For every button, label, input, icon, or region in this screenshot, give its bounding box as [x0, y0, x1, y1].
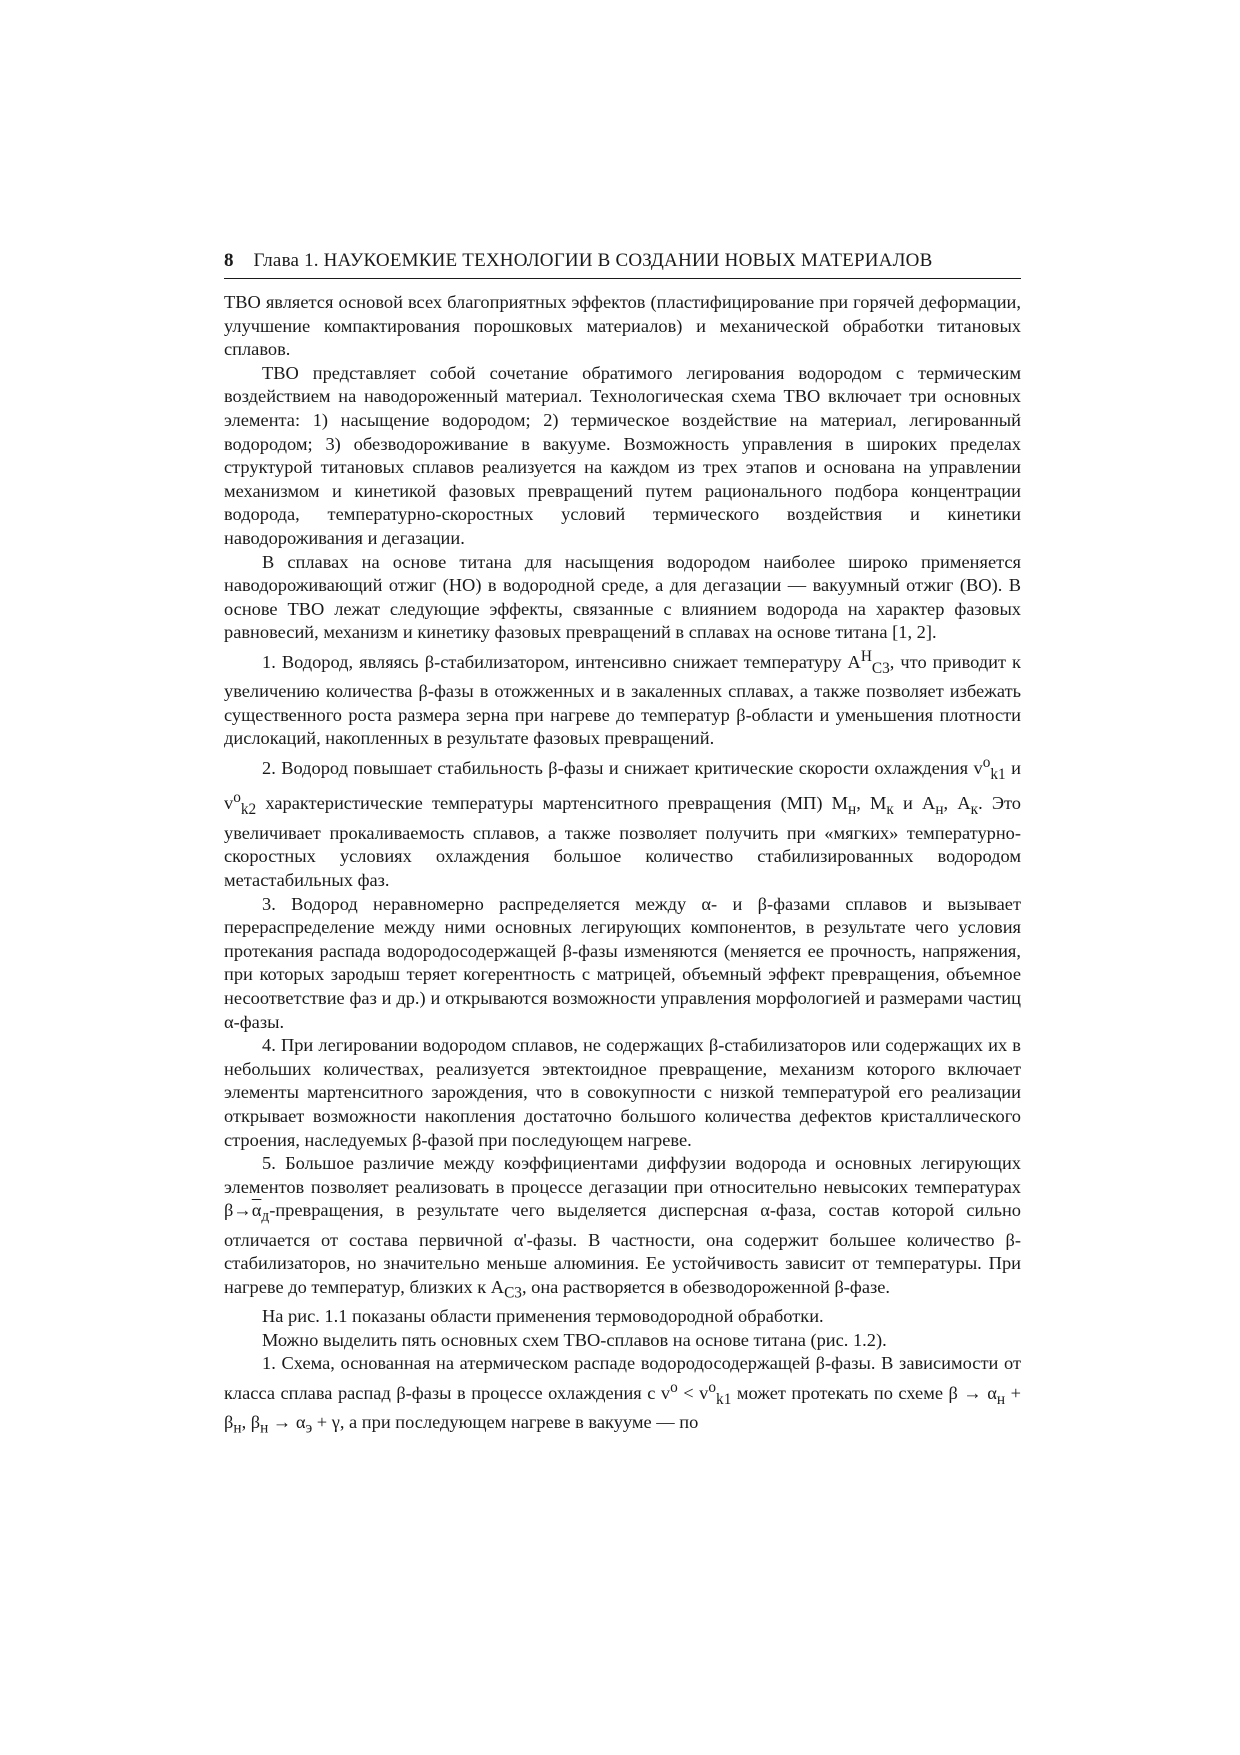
superscript: о — [982, 754, 991, 772]
paragraph — [224, 1352, 1021, 1440]
paragraph-text: + β — [224, 1382, 1021, 1433]
subscript: д — [261, 1208, 270, 1226]
paragraph — [224, 362, 1021, 551]
paragraph-text: , β — [241, 1412, 261, 1433]
paragraph-text: 4. При легировании водородом сплавов, не содержащих β-стабилизаторов или содержащих их в небольших количествах, реализуется эвтектоидное превращение, механизм которого включает элементы мартенситного зарождения, что в совокупности с низкой температурой его реализации открывает возможности накопления достаточно большого количества дефектов кристаллического строения, наследуемых β-фазой при последующем нагреве. — [224, 1035, 1021, 1150]
superscript: о — [708, 1378, 717, 1396]
subscript: э — [305, 1419, 313, 1437]
body-text — [224, 291, 1021, 1441]
subscript: k1 — [990, 765, 1006, 783]
subscript: н — [996, 1390, 1006, 1408]
paragraph — [224, 751, 1021, 893]
paragraph-text: + γ, а при последующем нагреве в вакууме — по — [312, 1412, 699, 1433]
page-number: 8 — [224, 250, 234, 271]
subscript: к — [970, 801, 979, 819]
subscript: к — [886, 801, 894, 819]
paragraph-text: На рис. 1.1 показаны области применения термоводородной обработки. — [262, 1306, 824, 1327]
paragraph-text: . Это увеличивает прокаливаемость сплавов, а также позволяет получить при «мягких» температурно-скоростных условиях охлаждения большое количество стабилизированных водородом метастабильных фаз. — [224, 793, 1021, 891]
paragraph-text: 3. Водород неравномерно распределяется между α- и β-фазами сплавов и вызывает перераспределение между ними основных легирующих компонентов, в результате чего условия протекания распада водородосодержащей β-фазы изменяются (меняется ее прочность, напряжения, при которых зародыш теряет когерентность с матрицей, объемный эффект превращения, объемное несоответствие фаз и др.) и открываются возможности управления морфологией и размерами частиц α-фазы. — [224, 893, 1021, 1032]
running-header — [224, 250, 1021, 279]
subscript: С3 — [871, 659, 890, 677]
subscript: н — [935, 801, 944, 819]
subscript: k2 — [240, 801, 257, 819]
paragraph — [224, 551, 1021, 645]
paragraph-text: и v — [224, 758, 1021, 814]
paragraph-text: характеристические температуры мартенситного превращения (МП) M — [256, 793, 849, 814]
overlined-symbol: $\overline{\alpha}$ — [251, 1200, 262, 1221]
paragraph-text: ТВО является основой всех благоприятных эффектов (пластифицирование при горячей деформации, улучшение компактирования порошковых материалов) и механической обработки титановых сплавов. — [224, 292, 1021, 360]
paragraph-text: 1. Схема, основанная на атермическом распаде водородосодержащей β-фазы. В зависимости от класса сплава распад β-фазы в процессе охлаждения с v — [224, 1353, 1021, 1403]
superscript: Н — [860, 647, 872, 665]
paragraph — [224, 1152, 1021, 1305]
superscript: о — [233, 789, 241, 807]
paragraph-text: может протекать по схеме β → α — [731, 1382, 997, 1403]
paragraph-text: 2. Водород повышает стабильность β-фазы и снижает критические скорости охлаждения v — [262, 758, 983, 779]
subscript: С3 — [504, 1284, 522, 1302]
paragraph — [224, 1305, 1021, 1329]
superscript: о — [670, 1378, 678, 1396]
paragraph-text: 1. Водород, являясь β-стабилизатором, интенсивно снижает температуру A — [262, 652, 861, 673]
paragraph — [224, 645, 1021, 751]
subscript: н — [260, 1419, 269, 1437]
paragraph-text: , M — [856, 793, 887, 814]
paragraph — [224, 291, 1021, 362]
paragraph-text: , A — [943, 793, 971, 814]
paragraph — [224, 1034, 1021, 1152]
subscript: н — [848, 801, 857, 819]
paragraph-text: < v — [677, 1382, 709, 1403]
subscript: k1 — [716, 1390, 732, 1408]
chapter-title: Глава 1. НАУКОЕМКИЕ ТЕХНОЛОГИИ В СОЗДАНИИ НОВЫХ МАТЕРИАЛОВ — [253, 250, 933, 271]
paragraph — [224, 1329, 1021, 1353]
paragraph-text: 5. Большое различие между коэффициентами диффузии водорода и основных легирующих элементов позволяет реализовать в процессе дегазации при относительно невысоких температурах β→ — [224, 1153, 1021, 1221]
paragraph-text: , что приводит к увеличению количества β-фазы в отожженных и в закаленных сплавах, а также позволяет избежать существенного роста размера зерна при нагреве до температур β-области и уменьшения плотности дислокаций, накопленных в результате фазовых превращений. — [224, 652, 1021, 749]
paragraph — [224, 893, 1021, 1035]
paragraph-text: Можно выделить пять основных схем ТВО-сплавов на основе титана (рис. 1.2). — [262, 1329, 887, 1350]
paragraph-text: ТВО представляет собой сочетание обратимого легирования водородом с термическим воздействием на наводороженный материал. Технологическая схема ТВО включает три основных элемента: 1) насыщение водородом; 2) термическое воздействие на материал, легированный водородом; 3) обезводороживание в вакууме. Возможность управления в широких пределах структурой титановых сплавов реализуется на каждом из трех этапов и основана на управлении механизмом и кинетикой фазовых превращений путем рационального подбора концентрации водорода, температурно-скоростных условий термического воздействия и кинетики наводороживания и дегазации. — [224, 362, 1021, 548]
paragraph-text: → α — [268, 1412, 306, 1433]
paragraph-text: и A — [893, 793, 936, 814]
book-page — [224, 250, 1021, 1441]
paragraph-text: , она растворяется в обезводороженной β-фазе. — [521, 1276, 891, 1297]
paragraph-text: -превращения, в результате чего выделяется дисперсная α-фаза, состав которой сильно отличается от состава первичной α'-фазы. В частности, она содержит большее количество β-стабилизаторов, но значительно меньше алюминия. Ее устойчивость зависит от температуры. При нагреве до температур, близких к A — [224, 1200, 1021, 1297]
subscript: н — [233, 1419, 242, 1437]
paragraph-text: В сплавах на основе титана для насыщения водородом наиболее широко применяется наводороживающий отжиг (НО) в водородной среде, а для дегазации — вакуумный отжиг (ВО). В основе ТВО лежат следующие эффекты, связанные с влиянием водорода на характер фазовых равновесий, механизм и кинетику фазовых превращений в сплавах на основе титана [1, 2]. — [224, 551, 1021, 643]
